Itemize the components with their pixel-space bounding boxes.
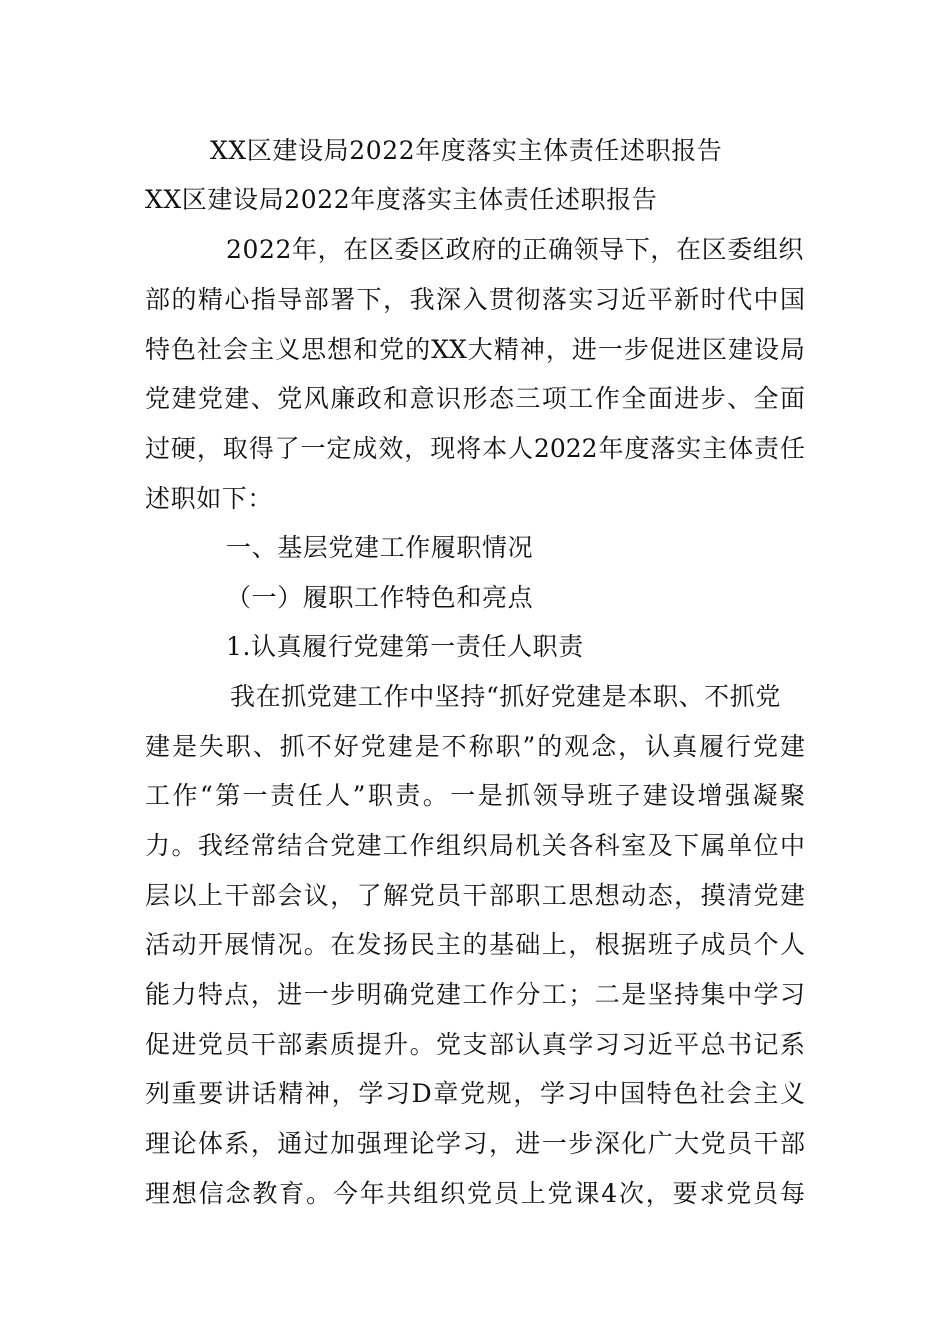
section-heading: 一、基层党建工作履职情况 <box>226 533 534 562</box>
body-line-5: 层以上干部会议，了解党员干部职工思想动态，摸清党建 <box>145 881 805 910</box>
body-line-2: 建是失职、抓不好党建是不称职”的观念，认真履行党建 <box>145 732 805 761</box>
body-line-10: 理论体系，通过加强理论学习，进一步深化广大党员干部 <box>145 1129 805 1158</box>
intro-line-2: 部的精心指导部署下，我深入贯彻落实习近平新时代中国 <box>145 285 805 314</box>
document-title: XX区建设局2022年度落实主体责任述职报告 <box>210 136 723 165</box>
body-line-4: 力。我经常结合党建工作组织局机关各科室及下属单位中 <box>145 831 805 860</box>
item-heading: 1.认真履行党建第一责任人职责 <box>226 632 584 661</box>
intro-line-6: 述职如下： <box>145 484 274 513</box>
subsection-heading: （一）履职工作特色和亮点 <box>226 583 534 612</box>
body-line-6: 活动开展情况。在发扬民主的基础上，根据班子成员个人 <box>145 930 805 959</box>
body-line-11: 理想信念教育。今年共组织党员上党课4次，要求党员每 <box>145 1179 805 1208</box>
intro-line-1: 2022年，在区委区政府的正确领导下，在区委组织 <box>226 235 805 264</box>
intro-line-5: 过硬，取得了一定成效，现将本人2022年度落实主体责任 <box>145 434 805 463</box>
body-line-9: 列重要讲话精神，学习D章党规，学习中国特色社会主义 <box>145 1079 805 1108</box>
body-line-7: 能力特点，进一步明确党建工作分工；二是坚持集中学习 <box>145 980 805 1009</box>
body-line-8: 促进党员干部素质提升。党支部认真学习习近平总书记系 <box>145 1030 805 1059</box>
document-subtitle: XX区建设局2022年度落实主体责任述职报告 <box>145 185 658 214</box>
body-line-1: 我在抓党建工作中坚持“抓好党建是本职、不抓党 <box>230 682 781 711</box>
body-line-3: 工作“第一责任人”职责。一是抓领导班子建设增强凝聚 <box>145 781 805 810</box>
intro-line-3: 特色社会主义思想和党的XX大精神，进一步促进区建设局 <box>145 335 805 364</box>
intro-line-4: 党建党建、党风廉政和意识形态三项工作全面进步、全面 <box>145 384 805 413</box>
